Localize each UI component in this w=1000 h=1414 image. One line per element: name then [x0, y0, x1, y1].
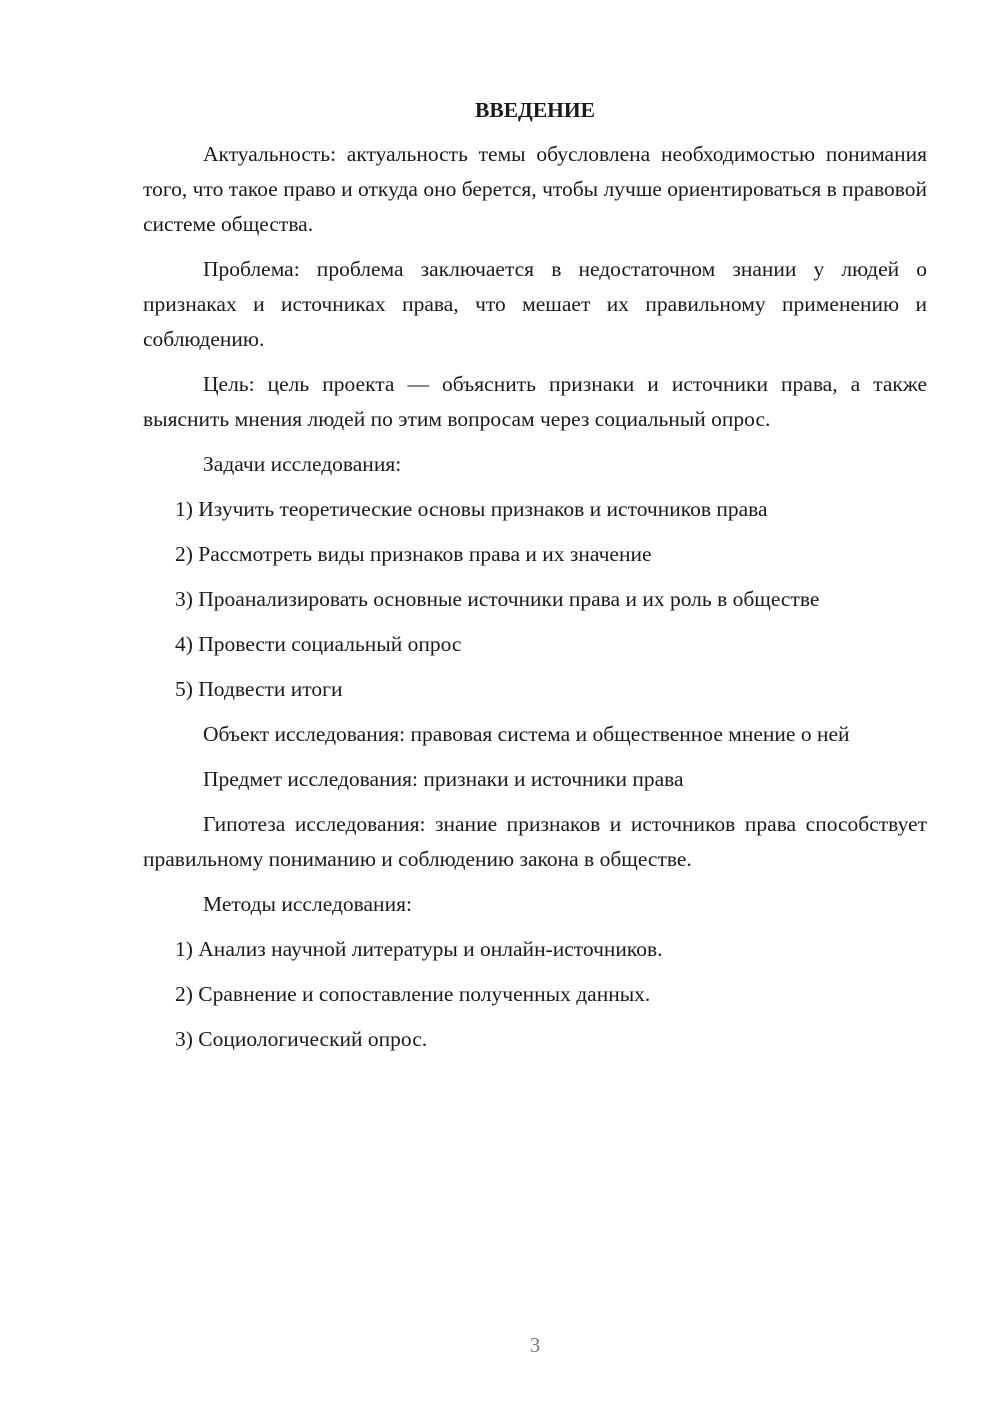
list-item: 2) Рассмотреть виды признаков права и их значение: [175, 542, 652, 566]
subject-paragraph: Предмет исследования: признаки и источники права: [203, 767, 684, 791]
list-item: 3) Социологический опрос.: [175, 1027, 428, 1051]
goal-paragraph: Цель: цель проекта — объяснить признаки и источники права, а также выяснить мнения людей по этим вопросам через социальный опрос.: [143, 372, 927, 431]
tasks-list: [143, 492, 927, 707]
tasks-heading: Задачи исследования:: [203, 452, 402, 476]
list-item: 4) Провести социальный опрос: [175, 632, 462, 656]
page-number: 3: [529, 1333, 541, 1357]
list-item: 5) Подвести итоги: [175, 677, 343, 701]
list-item: 2) Сравнение и сопоставление полученных данных.: [175, 982, 651, 1006]
list-item: 3) Проанализировать основные источники права и их роль в обществе: [175, 587, 820, 611]
list-item: 1) Анализ научной литературы и онлайн-источников.: [175, 937, 663, 961]
section-title: ВВЕДЕНИЕ: [475, 98, 595, 122]
relevance-paragraph: Актуальность: актуальность темы обусловлена необходимостью понимания того, что такое право и откуда оно берется, чтобы лучше ориентироваться в правовой системе общества.: [143, 142, 927, 236]
hypothesis-paragraph: Гипотеза исследования: знание признаков и источников права способствует правильному пониманию и соблюдению закона в обществе.: [143, 812, 927, 871]
list-item: 1) Изучить теоретические основы признаков и источников права: [175, 497, 768, 521]
methods-list: [143, 932, 927, 1057]
problem-paragraph: Проблема: проблема заключается в недостаточном знании у людей о признаках и источниках права, что мешает их правильному применению и соблюдению.: [143, 257, 927, 351]
document-page: [143, 92, 927, 1067]
methods-heading: Методы исследования:: [203, 892, 412, 916]
object-paragraph: Объект исследования: правовая система и общественное мнение о ней: [203, 722, 850, 746]
